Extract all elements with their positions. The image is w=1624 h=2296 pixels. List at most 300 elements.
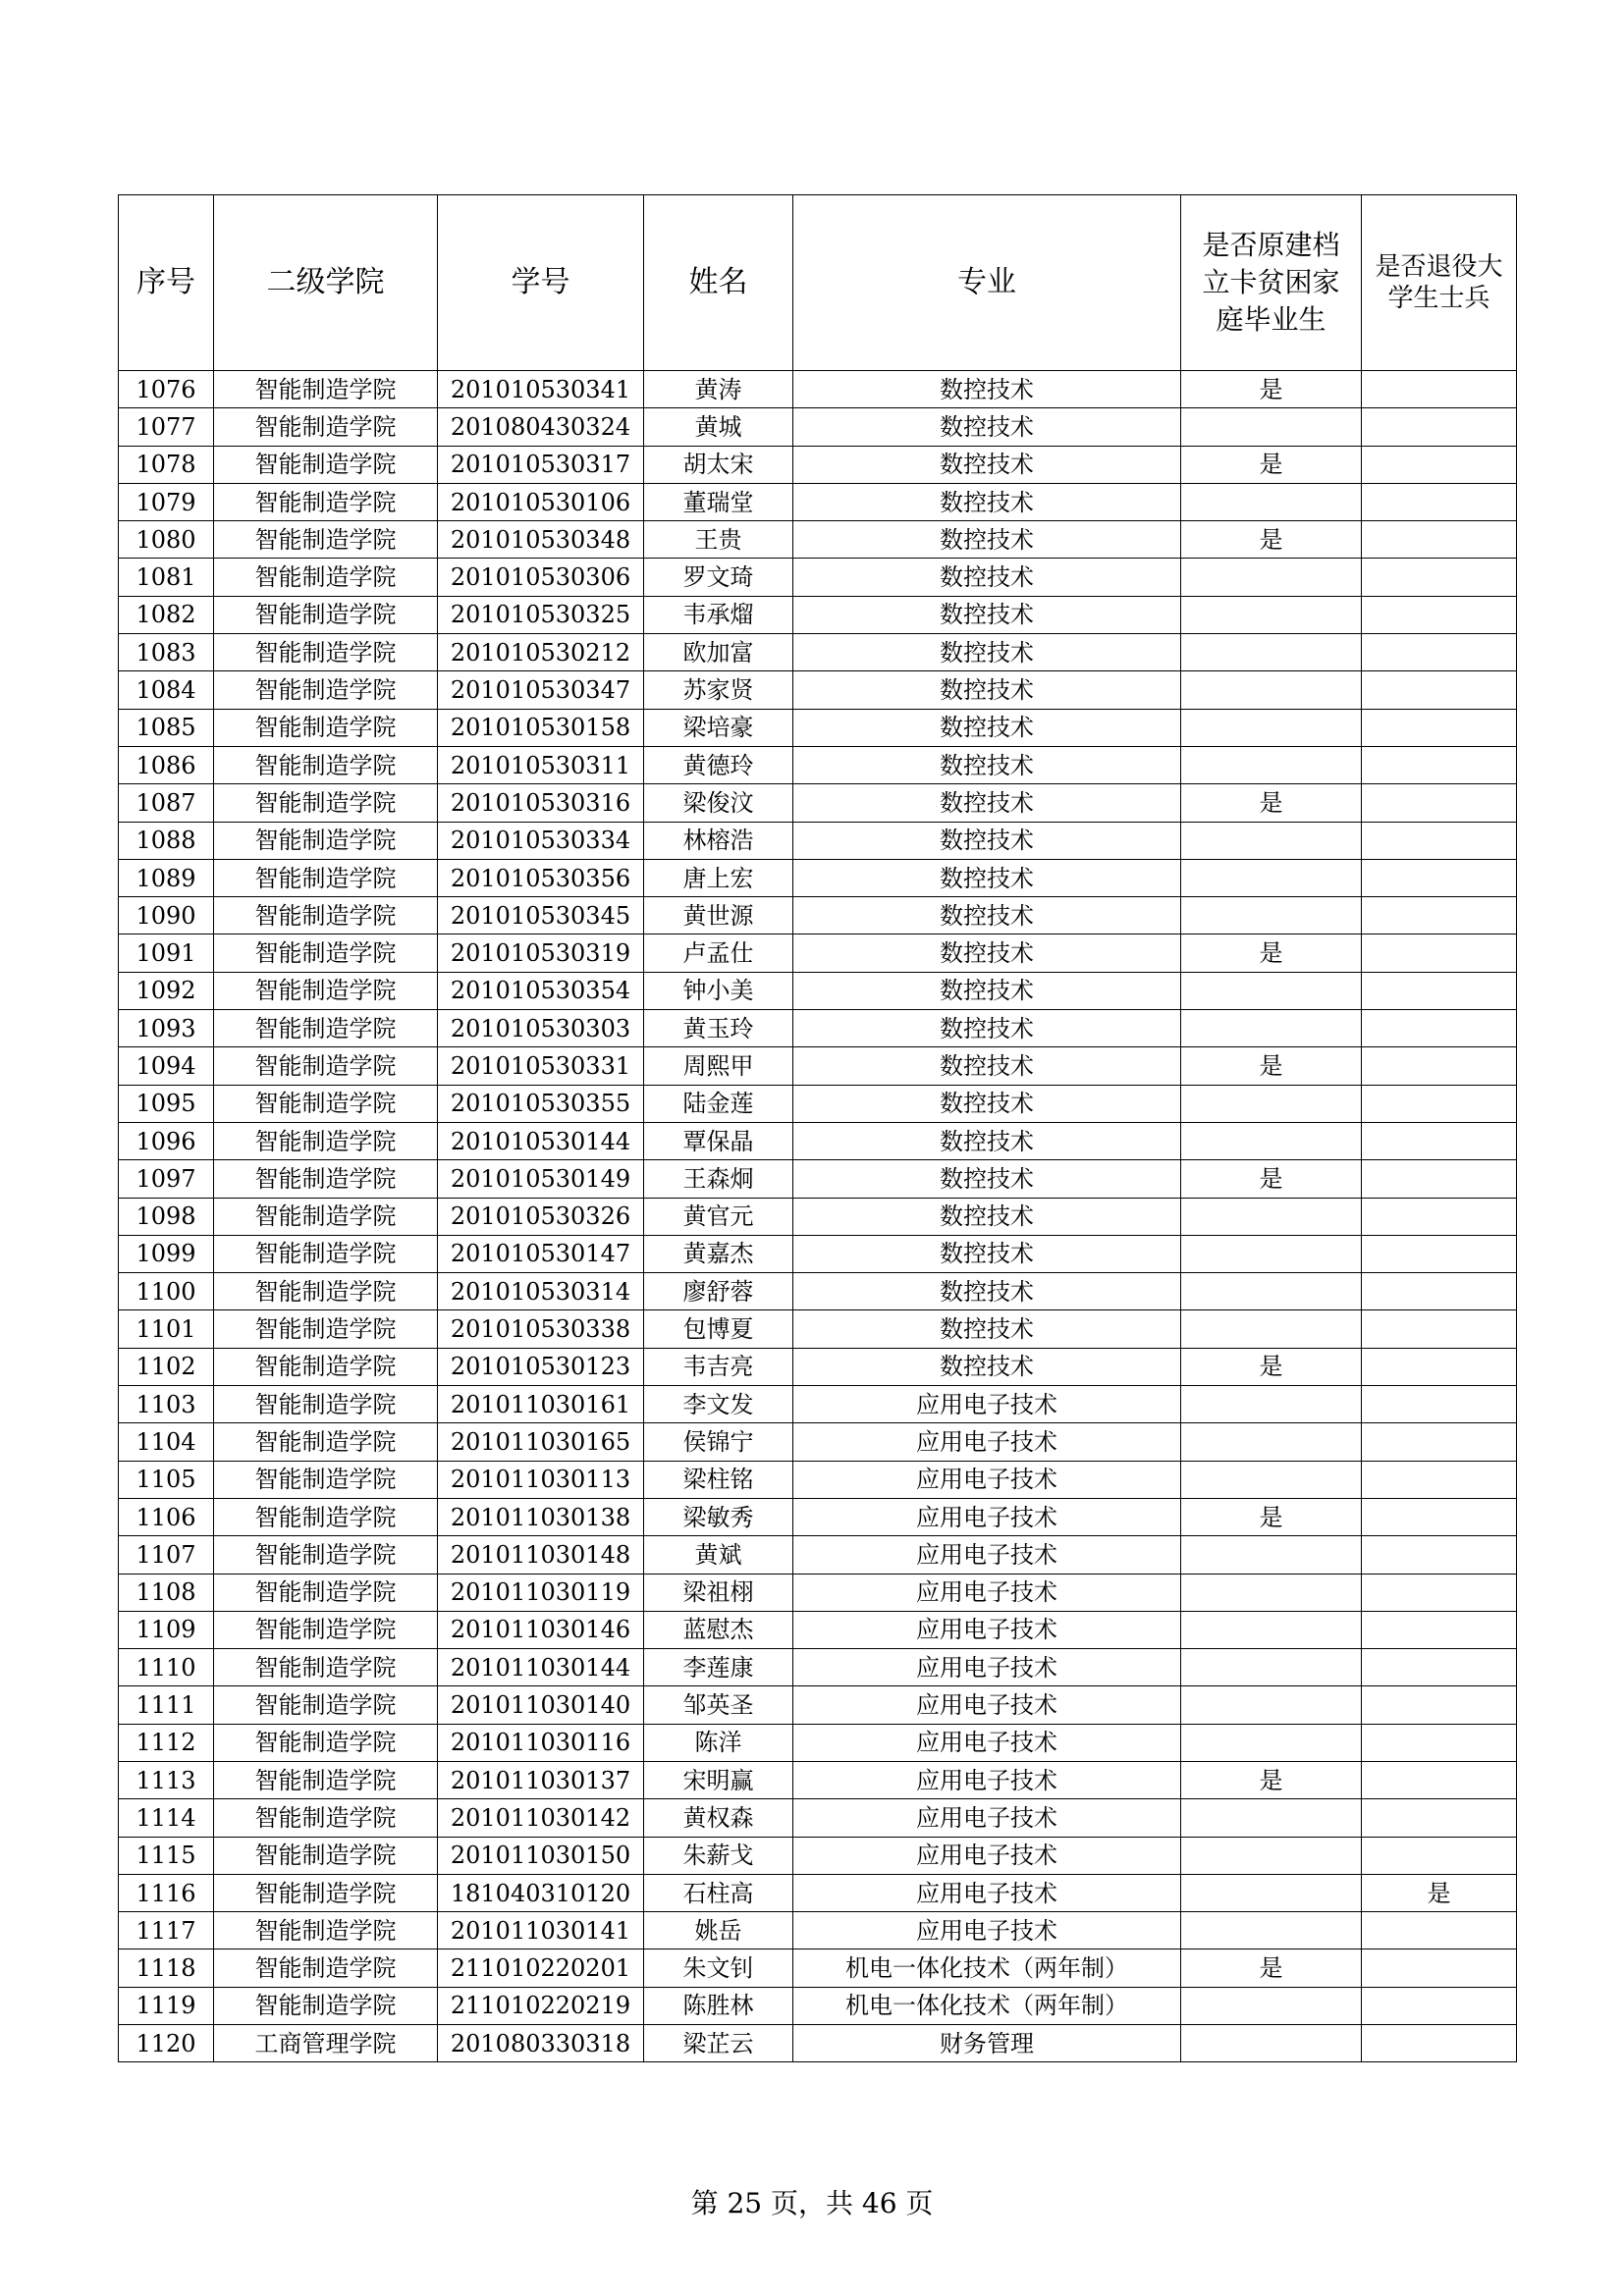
cell-student-id: 201011030148	[438, 1536, 644, 1574]
table-row	[119, 371, 1517, 408]
table-row	[119, 596, 1517, 633]
cell-poverty-family	[1181, 859, 1362, 896]
cell-poverty-family	[1181, 1574, 1362, 1611]
cell-major: 数控技术	[793, 446, 1181, 483]
cell-major: 应用电子技术	[793, 1912, 1181, 1949]
cell-veteran	[1362, 859, 1517, 896]
cell-veteran	[1362, 897, 1517, 934]
cell-student-id: 201010530123	[438, 1348, 644, 1385]
cell-name: 陈洋	[644, 1724, 793, 1761]
cell-student-id: 201010530356	[438, 859, 644, 896]
cell-name: 钟小美	[644, 972, 793, 1009]
cell-college: 智能制造学院	[214, 1649, 438, 1686]
cell-poverty-family: 是	[1181, 371, 1362, 408]
cell-college: 智能制造学院	[214, 1085, 438, 1122]
cell-major: 数控技术	[793, 408, 1181, 446]
cell-college: 智能制造学院	[214, 1235, 438, 1272]
table-row	[119, 972, 1517, 1009]
cell-veteran	[1362, 1611, 1517, 1648]
cell-veteran	[1362, 1949, 1517, 1987]
cell-index: 1093	[119, 1010, 214, 1047]
cell-index: 1095	[119, 1085, 214, 1122]
cell-name: 欧加富	[644, 634, 793, 671]
cell-veteran	[1362, 972, 1517, 1009]
cell-college: 智能制造学院	[214, 408, 438, 446]
cell-veteran	[1362, 1423, 1517, 1461]
cell-student-id: 211010220201	[438, 1949, 644, 1987]
cell-index: 1113	[119, 1761, 214, 1798]
page-number-footer: 第 25 页，共 46 页	[690, 2187, 934, 2219]
table-row	[119, 1461, 1517, 1498]
table-row	[119, 709, 1517, 746]
cell-college: 智能制造学院	[214, 1799, 438, 1837]
cell-name: 苏家贤	[644, 671, 793, 709]
cell-major: 应用电子技术	[793, 1799, 1181, 1837]
cell-veteran	[1362, 1235, 1517, 1272]
cell-poverty-family	[1181, 1649, 1362, 1686]
cell-index: 1098	[119, 1198, 214, 1235]
cell-college: 智能制造学院	[214, 1386, 438, 1423]
cell-major: 数控技术	[793, 709, 1181, 746]
cell-student-id: 201011030144	[438, 1649, 644, 1686]
cell-name: 黄权森	[644, 1799, 793, 1837]
cell-name: 黄斌	[644, 1536, 793, 1574]
table-row	[119, 897, 1517, 934]
cell-student-id: 201010530319	[438, 934, 644, 972]
cell-major: 财务管理	[793, 2025, 1181, 2062]
table-row	[119, 1912, 1517, 1949]
table-row	[119, 2025, 1517, 2062]
cell-veteran	[1362, 1761, 1517, 1798]
cell-college: 智能制造学院	[214, 559, 438, 596]
cell-index: 1102	[119, 1348, 214, 1385]
table-row	[119, 1273, 1517, 1310]
cell-major: 数控技术	[793, 634, 1181, 671]
cell-index: 1120	[119, 2025, 214, 2062]
cell-major: 应用电子技术	[793, 1536, 1181, 1574]
table-row	[119, 1649, 1517, 1686]
cell-major: 数控技术	[793, 1010, 1181, 1047]
cell-college: 智能制造学院	[214, 634, 438, 671]
cell-major: 机电一体化技术（两年制）	[793, 1949, 1181, 1987]
cell-poverty-family	[1181, 2025, 1362, 2062]
cell-college: 智能制造学院	[214, 859, 438, 896]
cell-name: 梁芷云	[644, 2025, 793, 2062]
table-row	[119, 1010, 1517, 1047]
cell-major: 数控技术	[793, 1348, 1181, 1385]
cell-student-id: 201010530106	[438, 483, 644, 520]
cell-college: 工商管理学院	[214, 2025, 438, 2062]
cell-veteran	[1362, 1724, 1517, 1761]
cell-major: 应用电子技术	[793, 1574, 1181, 1611]
table-row	[119, 483, 1517, 520]
cell-major: 应用电子技术	[793, 1498, 1181, 1535]
cell-major: 应用电子技术	[793, 1423, 1181, 1461]
cell-name: 宋明赢	[644, 1761, 793, 1798]
cell-name: 周熙甲	[644, 1047, 793, 1085]
cell-name: 黄城	[644, 408, 793, 446]
cell-poverty-family: 是	[1181, 1949, 1362, 1987]
cell-name: 梁敏秀	[644, 1498, 793, 1535]
cell-major: 应用电子技术	[793, 1649, 1181, 1686]
cell-veteran	[1362, 1987, 1517, 2024]
cell-college: 智能制造学院	[214, 1949, 438, 1987]
cell-index: 1117	[119, 1912, 214, 1949]
cell-index: 1109	[119, 1611, 214, 1648]
cell-veteran	[1362, 1498, 1517, 1535]
cell-poverty-family: 是	[1181, 1160, 1362, 1198]
cell-poverty-family	[1181, 1912, 1362, 1949]
cell-college: 智能制造学院	[214, 1310, 438, 1348]
cell-index: 1108	[119, 1574, 214, 1611]
cell-index: 1088	[119, 822, 214, 859]
cell-veteran	[1362, 2025, 1517, 2062]
cell-college: 智能制造学院	[214, 897, 438, 934]
cell-index: 1104	[119, 1423, 214, 1461]
cell-student-id: 201010530325	[438, 596, 644, 633]
cell-veteran	[1362, 934, 1517, 972]
cell-student-id: 201010530303	[438, 1010, 644, 1047]
cell-student-id: 201011030161	[438, 1386, 644, 1423]
cell-student-id: 181040310120	[438, 1874, 644, 1911]
cell-poverty-family: 是	[1181, 1348, 1362, 1385]
cell-student-id: 201011030142	[438, 1799, 644, 1837]
table-row	[119, 746, 1517, 783]
cell-student-id: 201010530306	[438, 559, 644, 596]
cell-veteran	[1362, 1348, 1517, 1385]
cell-veteran	[1362, 1010, 1517, 1047]
cell-name: 邹英圣	[644, 1686, 793, 1724]
cell-veteran	[1362, 1686, 1517, 1724]
cell-veteran	[1362, 1198, 1517, 1235]
cell-index: 1084	[119, 671, 214, 709]
cell-poverty-family	[1181, 408, 1362, 446]
cell-name: 胡太宋	[644, 446, 793, 483]
cell-college: 智能制造学院	[214, 1122, 438, 1159]
cell-poverty-family	[1181, 1235, 1362, 1272]
cell-poverty-family	[1181, 634, 1362, 671]
cell-student-id: 201010530317	[438, 446, 644, 483]
table-row	[119, 1160, 1517, 1198]
cell-poverty-family: 是	[1181, 521, 1362, 559]
cell-index: 1107	[119, 1536, 214, 1574]
cell-index: 1106	[119, 1498, 214, 1535]
cell-student-id: 201010530212	[438, 634, 644, 671]
cell-student-id: 201011030141	[438, 1912, 644, 1949]
cell-veteran	[1362, 1160, 1517, 1198]
cell-major: 数控技术	[793, 897, 1181, 934]
cell-name: 黄嘉杰	[644, 1235, 793, 1272]
cell-index: 1082	[119, 596, 214, 633]
table-row	[119, 1949, 1517, 1987]
cell-name: 王贵	[644, 521, 793, 559]
cell-college: 智能制造学院	[214, 822, 438, 859]
cell-major: 数控技术	[793, 1085, 1181, 1122]
cell-index: 1090	[119, 897, 214, 934]
cell-veteran	[1362, 1574, 1517, 1611]
cell-name: 黄世源	[644, 897, 793, 934]
cell-college: 智能制造学院	[214, 709, 438, 746]
table-row	[119, 1799, 1517, 1837]
cell-student-id: 211010220219	[438, 1987, 644, 2024]
cell-major: 应用电子技术	[793, 1386, 1181, 1423]
cell-poverty-family: 是	[1181, 934, 1362, 972]
cell-index: 1086	[119, 746, 214, 783]
cell-major: 数控技术	[793, 1235, 1181, 1272]
cell-major: 应用电子技术	[793, 1837, 1181, 1874]
table-body	[119, 371, 1517, 2062]
table-row	[119, 1724, 1517, 1761]
cell-student-id: 201010530316	[438, 784, 644, 822]
cell-name: 韦吉亮	[644, 1348, 793, 1385]
cell-poverty-family	[1181, 972, 1362, 1009]
cell-veteran	[1362, 371, 1517, 408]
cell-veteran	[1362, 1799, 1517, 1837]
cell-college: 智能制造学院	[214, 671, 438, 709]
cell-index: 1083	[119, 634, 214, 671]
table-row	[119, 1611, 1517, 1648]
cell-index: 1078	[119, 446, 214, 483]
table-row	[119, 1122, 1517, 1159]
cell-student-id: 201010530147	[438, 1235, 644, 1272]
cell-index: 1111	[119, 1686, 214, 1724]
cell-college: 智能制造学院	[214, 483, 438, 520]
cell-student-id: 201010530311	[438, 746, 644, 783]
cell-poverty-family	[1181, 1122, 1362, 1159]
cell-name: 梁培豪	[644, 709, 793, 746]
cell-poverty-family	[1181, 1386, 1362, 1423]
cell-index: 1087	[119, 784, 214, 822]
cell-index: 1110	[119, 1649, 214, 1686]
table-row	[119, 1047, 1517, 1085]
header-student-id: 学号	[438, 195, 644, 371]
cell-name: 李莲康	[644, 1649, 793, 1686]
cell-student-id: 201011030146	[438, 1611, 644, 1648]
cell-major: 应用电子技术	[793, 1724, 1181, 1761]
cell-student-id: 201010530149	[438, 1160, 644, 1198]
cell-veteran	[1362, 521, 1517, 559]
cell-veteran	[1362, 596, 1517, 633]
cell-index: 1114	[119, 1799, 214, 1837]
cell-student-id: 201080330318	[438, 2025, 644, 2062]
cell-college: 智能制造学院	[214, 596, 438, 633]
cell-name: 黄涛	[644, 371, 793, 408]
cell-name: 梁俊汶	[644, 784, 793, 822]
cell-index: 1105	[119, 1461, 214, 1498]
cell-student-id: 201011030119	[438, 1574, 644, 1611]
cell-veteran	[1362, 1912, 1517, 1949]
cell-poverty-family	[1181, 596, 1362, 633]
cell-college: 智能制造学院	[214, 1198, 438, 1235]
cell-poverty-family	[1181, 1686, 1362, 1724]
cell-veteran	[1362, 1386, 1517, 1423]
cell-veteran	[1362, 446, 1517, 483]
cell-poverty-family: 是	[1181, 1047, 1362, 1085]
cell-major: 数控技术	[793, 596, 1181, 633]
cell-college: 智能制造学院	[214, 1912, 438, 1949]
table-row	[119, 1686, 1517, 1724]
cell-student-id: 201011030113	[438, 1461, 644, 1498]
cell-student-id: 201010530347	[438, 671, 644, 709]
cell-poverty-family	[1181, 1010, 1362, 1047]
cell-poverty-family	[1181, 1874, 1362, 1911]
cell-index: 1112	[119, 1724, 214, 1761]
cell-college: 智能制造学院	[214, 1611, 438, 1648]
cell-major: 数控技术	[793, 859, 1181, 896]
cell-name: 李文发	[644, 1386, 793, 1423]
table-row	[119, 1386, 1517, 1423]
cell-college: 智能制造学院	[214, 371, 438, 408]
cell-poverty-family	[1181, 1198, 1362, 1235]
cell-name: 韦承熘	[644, 596, 793, 633]
cell-name: 梁祖栩	[644, 1574, 793, 1611]
header-college: 二级学院	[214, 195, 438, 371]
cell-major: 数控技术	[793, 1122, 1181, 1159]
table-row	[119, 1536, 1517, 1574]
student-list-table	[118, 194, 1517, 2062]
cell-student-id: 201080430324	[438, 408, 644, 446]
cell-index: 1079	[119, 483, 214, 520]
cell-veteran	[1362, 1461, 1517, 1498]
table-row	[119, 1987, 1517, 2024]
cell-major: 数控技术	[793, 671, 1181, 709]
cell-student-id: 201010530331	[438, 1047, 644, 1085]
cell-index: 1085	[119, 709, 214, 746]
table-row	[119, 1423, 1517, 1461]
cell-index: 1076	[119, 371, 214, 408]
cell-major: 数控技术	[793, 746, 1181, 783]
cell-major: 机电一体化技术（两年制）	[793, 1987, 1181, 2024]
cell-name: 黄官元	[644, 1198, 793, 1235]
cell-poverty-family	[1181, 1310, 1362, 1348]
cell-index: 1101	[119, 1310, 214, 1348]
cell-veteran	[1362, 1273, 1517, 1310]
table-row	[119, 859, 1517, 896]
cell-college: 智能制造学院	[214, 1686, 438, 1724]
cell-index: 1089	[119, 859, 214, 896]
cell-poverty-family	[1181, 671, 1362, 709]
cell-veteran	[1362, 408, 1517, 446]
cell-major: 数控技术	[793, 1273, 1181, 1310]
cell-veteran	[1362, 1536, 1517, 1574]
cell-major: 数控技术	[793, 1047, 1181, 1085]
cell-poverty-family	[1181, 1611, 1362, 1648]
cell-poverty-family	[1181, 1273, 1362, 1310]
cell-student-id: 201010530314	[438, 1273, 644, 1310]
cell-major: 数控技术	[793, 822, 1181, 859]
cell-poverty-family	[1181, 1987, 1362, 2024]
cell-index: 1096	[119, 1122, 214, 1159]
cell-major: 数控技术	[793, 483, 1181, 520]
cell-name: 覃保晶	[644, 1122, 793, 1159]
cell-poverty-family	[1181, 1837, 1362, 1874]
cell-poverty-family	[1181, 746, 1362, 783]
table-header	[119, 195, 1517, 371]
header-major: 专业	[793, 195, 1181, 371]
cell-index: 1103	[119, 1386, 214, 1423]
table-row	[119, 1235, 1517, 1272]
cell-name: 廖舒蓉	[644, 1273, 793, 1310]
cell-college: 智能制造学院	[214, 1461, 438, 1498]
table-row	[119, 634, 1517, 671]
table-row	[119, 1837, 1517, 1874]
cell-veteran	[1362, 559, 1517, 596]
cell-name: 董瑞堂	[644, 483, 793, 520]
cell-poverty-family	[1181, 1536, 1362, 1574]
cell-poverty-family	[1181, 897, 1362, 934]
cell-student-id: 201011030137	[438, 1761, 644, 1798]
cell-college: 智能制造学院	[214, 1498, 438, 1535]
cell-index: 1091	[119, 934, 214, 972]
cell-student-id: 201011030140	[438, 1686, 644, 1724]
cell-college: 智能制造学院	[214, 1987, 438, 2024]
cell-veteran	[1362, 746, 1517, 783]
cell-name: 陆金莲	[644, 1085, 793, 1122]
table-row	[119, 521, 1517, 559]
cell-poverty-family	[1181, 1799, 1362, 1837]
table-row	[119, 784, 1517, 822]
cell-poverty-family	[1181, 709, 1362, 746]
cell-poverty-family	[1181, 483, 1362, 520]
table-row	[119, 934, 1517, 972]
cell-college: 智能制造学院	[214, 1047, 438, 1085]
cell-college: 智能制造学院	[214, 1010, 438, 1047]
cell-college: 智能制造学院	[214, 784, 438, 822]
cell-index: 1099	[119, 1235, 214, 1272]
cell-name: 林榕浩	[644, 822, 793, 859]
cell-major: 数控技术	[793, 934, 1181, 972]
cell-name: 罗文琦	[644, 559, 793, 596]
cell-index: 1119	[119, 1987, 214, 2024]
cell-name: 蓝慰杰	[644, 1611, 793, 1648]
cell-veteran	[1362, 483, 1517, 520]
cell-poverty-family: 是	[1181, 446, 1362, 483]
cell-college: 智能制造学院	[214, 1348, 438, 1385]
cell-college: 智能制造学院	[214, 746, 438, 783]
table-row	[119, 559, 1517, 596]
cell-student-id: 201010530345	[438, 897, 644, 934]
cell-name: 王森炯	[644, 1160, 793, 1198]
cell-major: 应用电子技术	[793, 1761, 1181, 1798]
cell-college: 智能制造学院	[214, 1874, 438, 1911]
cell-poverty-family	[1181, 1085, 1362, 1122]
cell-name: 侯锦宁	[644, 1423, 793, 1461]
cell-college: 智能制造学院	[214, 521, 438, 559]
cell-major: 应用电子技术	[793, 1686, 1181, 1724]
cell-major: 数控技术	[793, 559, 1181, 596]
cell-student-id: 201010530355	[438, 1085, 644, 1122]
cell-poverty-family: 是	[1181, 1498, 1362, 1535]
table-row	[119, 1348, 1517, 1385]
cell-veteran: 是	[1362, 1874, 1517, 1911]
cell-student-id: 201010530338	[438, 1310, 644, 1348]
table-row	[119, 671, 1517, 709]
header-poverty-family: 是否原建档立卡贫困家庭毕业生	[1181, 195, 1362, 371]
cell-major: 数控技术	[793, 1198, 1181, 1235]
cell-major: 数控技术	[793, 784, 1181, 822]
header-name: 姓名	[644, 195, 793, 371]
cell-student-id: 201011030138	[438, 1498, 644, 1535]
cell-major: 应用电子技术	[793, 1461, 1181, 1498]
cell-student-id: 201010530348	[438, 521, 644, 559]
cell-veteran	[1362, 671, 1517, 709]
cell-veteran	[1362, 634, 1517, 671]
cell-veteran	[1362, 1122, 1517, 1159]
cell-student-id: 201010530326	[438, 1198, 644, 1235]
cell-major: 数控技术	[793, 371, 1181, 408]
cell-index: 1094	[119, 1047, 214, 1085]
cell-student-id: 201011030116	[438, 1724, 644, 1761]
